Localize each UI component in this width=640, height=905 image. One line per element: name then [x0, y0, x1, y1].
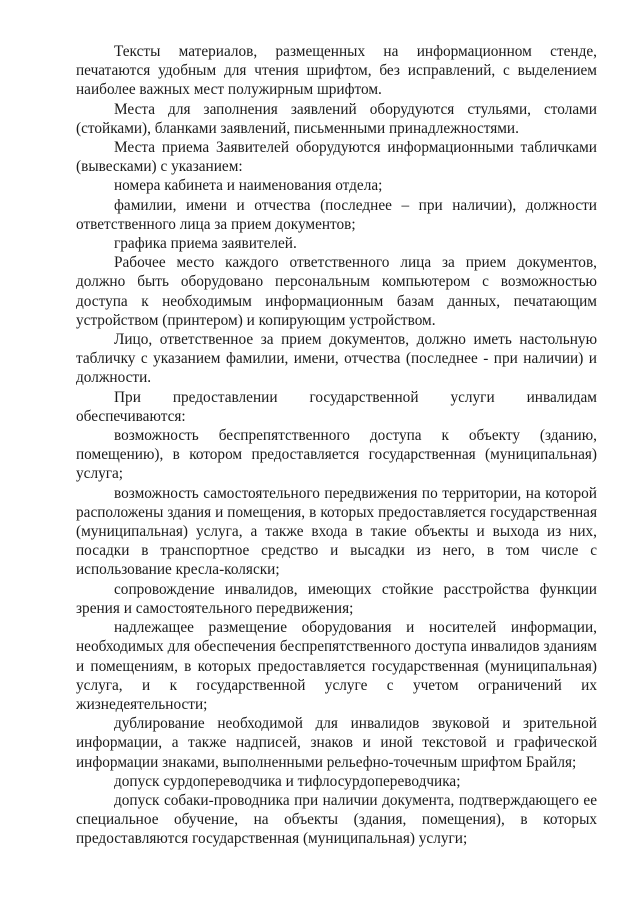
list-item-responsible-person: фамилии, имени и отчества (последнее – при наличии), должности ответственного лица за прием документов;	[76, 196, 597, 233]
list-item-information-duplication: дублирование необходимой для инвалидов звуковой и зрительной информации, а также надписей, знаков и иной текстовой и графической информации знаками, выполненными рельефно-точечным шрифтом Брайля;	[76, 715, 597, 771]
list-item-guide-dog: допуск собаки-проводника при наличии документа, подтверждающего ее специальное обучение, на объекты (здания, помещения), в которых предоставляются государственная (муниципальная) услуги;	[76, 791, 597, 848]
document-body	[76, 42, 597, 849]
list-item-equipment-placement: надлежащее размещение оборудования и носителей информации, необходимых для обеспечения беспрепятственного доступа инвалидов зданиям и помещениям, в которых предоставляется государственная (муниципальная) услуга, и к государственной услуге с учетом ограничений их жизнедеятельности;	[76, 619, 597, 713]
paragraph-desk-plate: Лицо, ответственное за прием документов, должно иметь настольную табличку с указанием фамилии, имени, отчества (последнее - при наличии) и должности.	[76, 331, 597, 387]
list-item-escort: сопровождение инвалидов, имеющих стойкие расстройства функции зрения и самостоятельного передвижения;	[76, 580, 597, 617]
list-item-schedule: графика приема заявителей.	[114, 235, 297, 253]
paragraph-disabled-provisions: При предоставлении государственной услуги инвалидам обеспечиваются:	[76, 388, 597, 425]
paragraph-filling-places: Места для заполнения заявлений оборудуются стульями, столами (стойками), бланками заявлений, письменными принадлежностями.	[76, 100, 597, 137]
list-item-sign-interpreter: допуск сурдопереводчика и тифлосурдопереводчика;	[114, 772, 461, 790]
list-item-cabinet-number: номера кабинета и наименования отдела;	[114, 177, 383, 195]
paragraph-workplace: Рабочее место каждого ответственного лица за прием документов, должно быть оборудовано персональным компьютером с возможностью доступа к необходимым информационным базам данных, печатающим устройством (принтером) и копирующим устройством.	[76, 254, 597, 329]
list-item-unobstructed-access: возможность беспрепятственного доступа к объекту (зданию, помещению), в котором предоставляется государственная (муниципальная) услуга;	[76, 427, 597, 483]
list-item-independent-movement: возможность самостоятельного передвижения по территории, на которой расположены здания и помещения, в которых предоставляется государственная (муниципальная) услуга, а также входа в такие объекты и выхода из них, посадки в транспортное средство и высадки из него, в том числе с использование кресла-коляски;	[76, 484, 597, 579]
paragraph-stand-texts: Тексты материалов, размещенных на информационном стенде, печатаются удобным для чтения шрифтом, без исправлений, с выделением наиболее важных мест полужирным шрифтом.	[76, 43, 597, 99]
paragraph-reception-places: Места приема Заявителей оборудуются информационными табличками (вывесками) с указанием:	[76, 139, 597, 176]
